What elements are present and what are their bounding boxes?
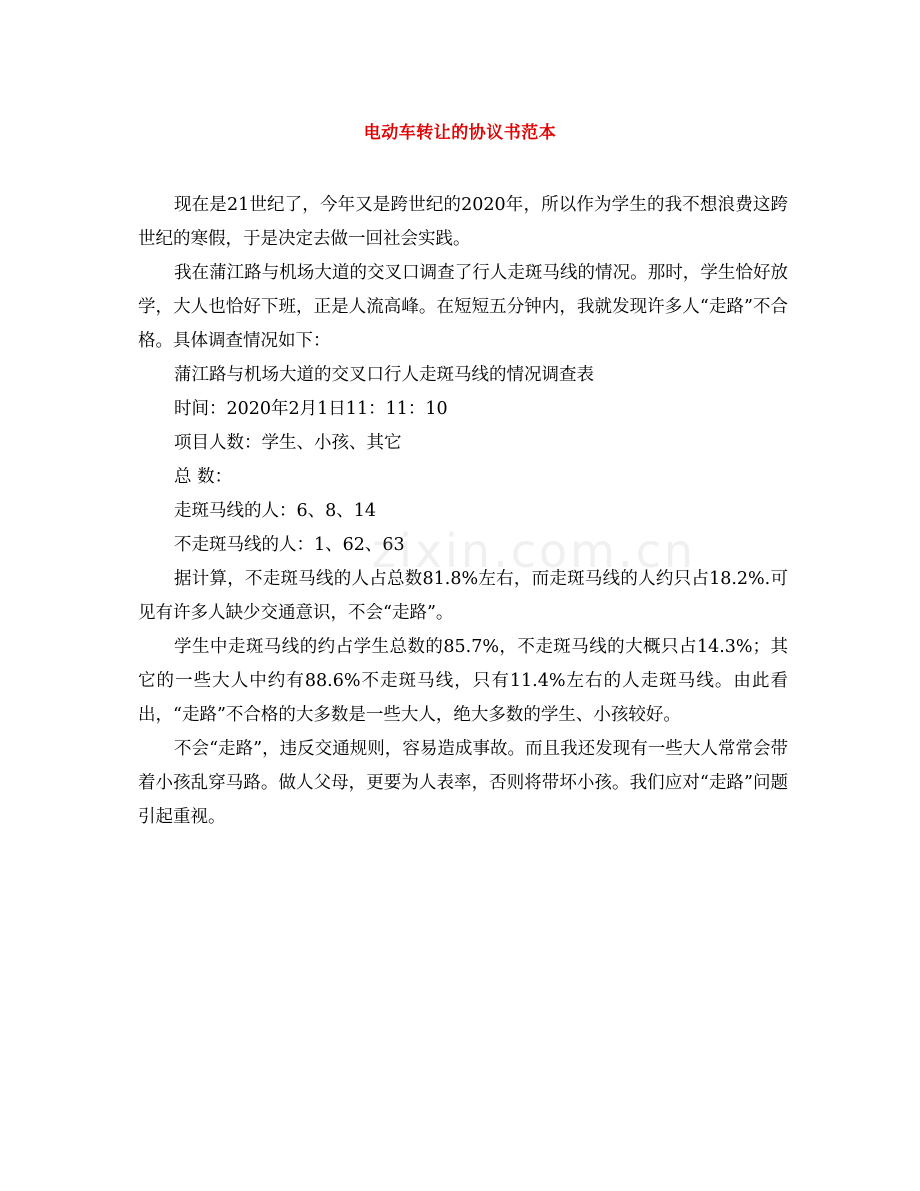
paragraph-time: 时间：2020年2月1日11：11：10	[174, 399, 448, 419]
watermark: zixin.com.cn	[372, 524, 697, 578]
paragraph-crosswalk-users: 走斑马线的人：6、8、14	[174, 501, 377, 521]
paragraph-non-crosswalk-users: 不走斑马线的人：1、62、63	[174, 535, 405, 555]
paragraph-categories: 项目人数：学生、小孩、其它	[174, 433, 402, 453]
paragraph-conclusion: 不会“走路”，违反交通规则，容易造成事故。而且我还发现有一些大人常常会带着小孩乱穿马路。做人父母，更要为人表率，否则将带坏小孩。我们应对“走路”问题引起重视。	[138, 739, 788, 827]
document-body	[138, 188, 788, 834]
paragraph-total: 总 数：	[174, 467, 233, 487]
paragraph-intro: 现在是21世纪了，今年又是跨世纪的2020年，所以作为学生的我不想浪费这跨世纪的寒假，于是决定去做一回社会实践。	[138, 195, 788, 249]
paragraph-survey-location: 我在蒲江路与机场大道的交叉口调查了行人走斑马线的情况。那时，学生恰好放学，大人也恰好下班，正是人流高峰。在短短五分钟内，我就发现许多人“走路”不合格。具体调查情况如下：	[138, 263, 788, 351]
paragraph-table-title: 蒲江路与机场大道的交叉口行人走斑马线的情况调查表	[174, 365, 594, 385]
paragraph-calculation: 据计算，不走斑马线的人占总数81.8%左右，而走斑马线的人约只占18.2%.可见有许多人缺少交通意识，不会“走路”。	[138, 569, 788, 623]
document-title: 电动车转让的协议书范本	[363, 123, 557, 143]
paragraph-analysis: 学生中走斑马线的约占学生总数的85.7%，不走斑马线的大概只占14.3%；其它的一些大人中约有88.6%不走斑马线，只有11.4%左右的人走斑马线。由此看出，“走路”不合格的大多数是一些大人，绝大多数的学生、小孩较好。	[138, 637, 788, 725]
